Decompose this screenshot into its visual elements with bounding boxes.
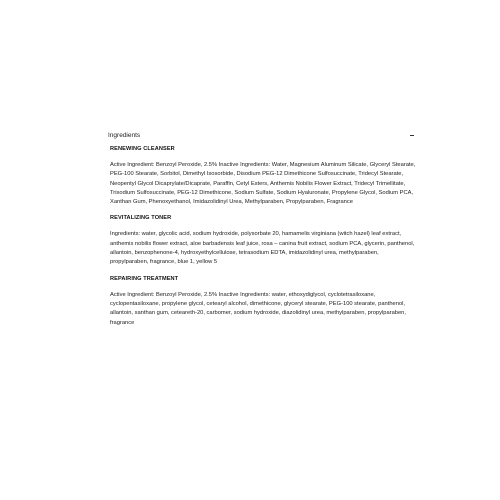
product-ingredients: Ingredients: water, glycolic acid, sodium hydroxide, polysorbate 20, hamamelis virginiana (witch hazel) leaf extract, anthemis nobilis flower extract, aloe barbadensis leaf juice, rosa – canina fruit extract, sodium PCA, glycerin, panthenol, allantoin, benzophenone-4, hydroxyethylcellulose, tetrasodium EDTA, imidazolidinyl urea, methylparaben, propylparaben, fragrance, blue 1, yellow 5	[110, 231, 415, 266]
product-section	[110, 215, 416, 267]
minus-icon[interactable]	[410, 135, 414, 136]
ingredients-accordion	[108, 128, 416, 336]
product-section	[110, 146, 416, 207]
product-ingredients: Active Ingredient: Benzoyl Peroxide, 2.5% Inactive Ingredients: Water, Magnesium Aluminum Silicate, Glyceryl Stearate, PEG-100 Stearate, Sorbitol, Dimethyl Isosorbide, Disodium PEG-12 Dimethicone Sulfosuccinate, Tridecyl Stearate, Neopentyl Glycol Dicaprylate/Dicaprate, Paraffin, Cetyl Esters, Anthemis Nobilis Flower Extract, Tridecyl Trimellitate, Trisodium Sulfosuccinate, PEG-12 Dimethicone, Sodium Sulfate, Sodium Hyaluronate, Propylene Glycol, Sodium PCA, Xanthan Gum, Phenoxyethanol, Imidazolidinyl Urea, Methylparaben, Propylparaben, Fragrance	[110, 162, 416, 206]
product-name: RENEWING CLEANSER	[110, 146, 175, 152]
product-section	[110, 276, 416, 328]
product-name: REVITALIZING TONER	[110, 215, 172, 222]
ingredients-accordion-header[interactable]	[108, 128, 416, 142]
product-ingredients: Active Ingredient: Benzoyl Peroxide, 2.5% Inactive Ingredients: water, ethoxydiglycol, cyclotetrasiloxane, cyclopentasiloxane, propylene glycol, cetearyl alcohol, dimethicone, glyceryl stearate, PEG-100 stearate, panthenol, allantoin, xanthan gum, ceteareth-20, carbomer, sodium hydroxide, diazolidinyl urea, methylparaben, propylparaben, fragrance	[110, 291, 406, 326]
accordion-title: Ingredients	[108, 131, 141, 139]
ingredients-accordion-body	[108, 142, 416, 328]
product-name: REPAIRING TREATMENT	[110, 275, 179, 282]
